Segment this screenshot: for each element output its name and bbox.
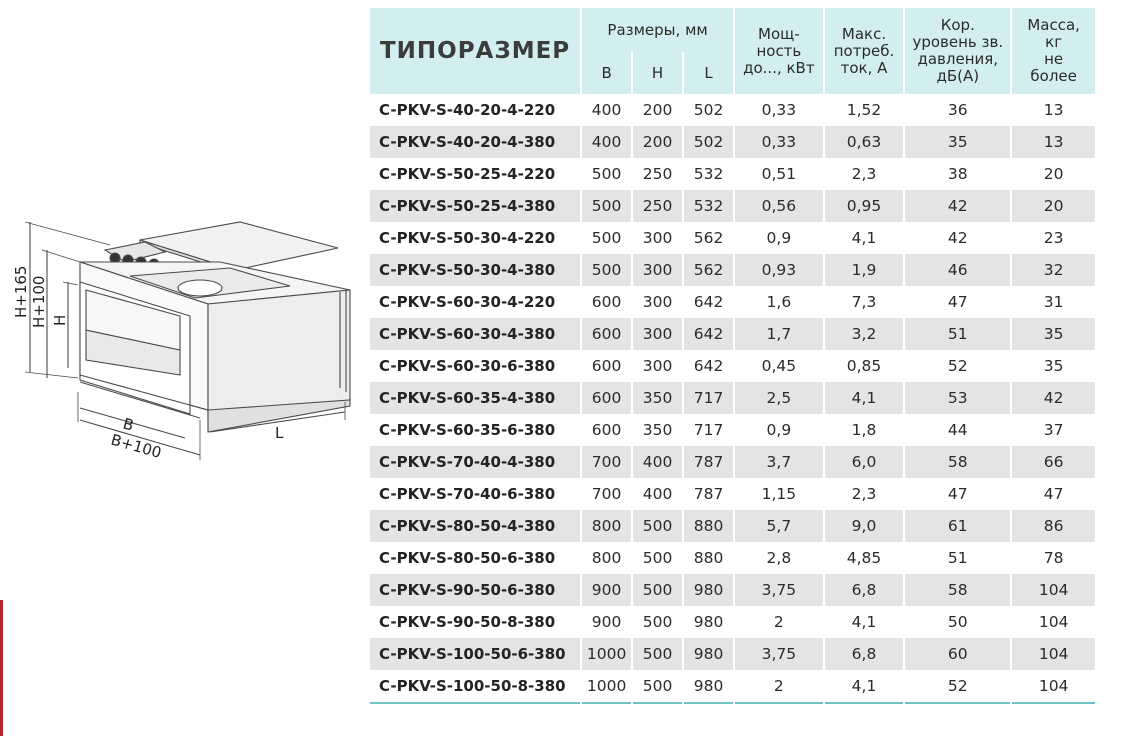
table-row: [370, 190, 1095, 222]
cell-h: 500: [633, 670, 682, 704]
cell-power: 2,5: [735, 382, 823, 414]
cell-l: 787: [693, 485, 724, 503]
cell-model: C-PKV-S-70-40-4-380: [370, 446, 580, 478]
cell-power: 2: [735, 670, 823, 704]
cell-model: C-PKV-S-100-50-8-380: [370, 670, 580, 704]
cell-h: 400: [642, 485, 673, 503]
cell-h: 250: [633, 190, 682, 222]
cell-power: 0,93: [735, 254, 823, 286]
mass-header-line: более: [1030, 67, 1077, 85]
cell-power: 5,7: [735, 510, 823, 542]
cell-l: 880: [684, 510, 733, 542]
cell-b: 600: [591, 357, 622, 375]
cell-mass: 32: [1012, 254, 1095, 286]
cell-mass: 104: [1038, 613, 1069, 631]
cell-current: 0,63: [825, 126, 904, 158]
cell-current: 4,85: [846, 549, 882, 567]
cell-b: 600: [591, 421, 622, 439]
cell-noise: 42: [905, 190, 1010, 222]
mass-header-line: Масса,: [1027, 16, 1080, 34]
cell-h: 500: [633, 574, 682, 606]
table-row: [370, 542, 1095, 574]
cell-current: 7,3: [851, 293, 877, 311]
current-header-line: ток, А: [840, 58, 888, 77]
cell-l: 980: [684, 670, 733, 704]
cell-l: 787: [684, 446, 733, 478]
cell-noise: 51: [947, 549, 968, 567]
cell-mass: 66: [1012, 446, 1095, 478]
cell-h: 300: [642, 293, 673, 311]
cell-h: 500: [642, 613, 673, 631]
cell-model: C-PKV-S-80-50-4-380: [370, 510, 580, 542]
cell-noise: 44: [947, 421, 968, 439]
noise-header-line: Кор.: [940, 16, 975, 34]
table-row: [370, 478, 1095, 510]
cell-l: 642: [693, 357, 724, 375]
mass-header-line: кг: [1045, 33, 1063, 51]
cell-b: 600: [591, 293, 622, 311]
cell-power: 0,33: [761, 101, 797, 119]
cell-b: 1000: [582, 670, 631, 704]
cell-noise: 38: [947, 165, 968, 183]
cell-b: 1000: [582, 638, 631, 670]
dim-header-h: H: [633, 52, 682, 94]
cell-model: C-PKV-S-60-35-6-380: [379, 421, 556, 439]
cell-mass: 104: [1012, 574, 1095, 606]
noise-header-line: дБ(А): [936, 67, 980, 85]
cell-noise: 58: [905, 574, 1010, 606]
power-header-line: Мощ-: [758, 24, 800, 43]
cell-mass: 13: [1043, 101, 1064, 119]
cell-h: 250: [642, 165, 673, 183]
cell-current: 3,2: [825, 318, 904, 350]
cell-power: 1,6: [766, 293, 792, 311]
cell-power: 0,56: [735, 190, 823, 222]
cell-power: 2,8: [766, 549, 792, 567]
cell-model: C-PKV-S-90-50-8-380: [379, 613, 556, 631]
cell-h: 300: [642, 229, 673, 247]
cell-power: 0,45: [761, 357, 797, 375]
cell-h: 500: [633, 510, 682, 542]
cell-noise: 42: [947, 229, 968, 247]
table-row: [370, 158, 1095, 190]
cell-b: 500: [582, 190, 631, 222]
cell-h: 300: [633, 318, 682, 350]
cell-power: 3,7: [735, 446, 823, 478]
cell-power: 0,33: [735, 126, 823, 158]
table-row: [370, 382, 1095, 414]
cell-model: C-PKV-S-60-30-4-220: [379, 293, 556, 311]
cell-noise: 47: [947, 485, 968, 503]
cell-mass: 104: [1012, 670, 1095, 704]
cell-current: 2,3: [851, 485, 877, 503]
cell-power: 0,51: [761, 165, 797, 183]
cell-mass: 42: [1012, 382, 1095, 414]
cell-current: 4,1: [825, 382, 904, 414]
dim-header-l: L: [684, 52, 733, 94]
cell-h: 350: [642, 421, 673, 439]
cell-current: 0,85: [846, 357, 882, 375]
cell-l: 717: [693, 421, 724, 439]
current-header-line: потреб.: [833, 41, 895, 60]
cell-noise: 46: [905, 254, 1010, 286]
cell-b: 500: [582, 254, 631, 286]
cell-l: 532: [684, 190, 733, 222]
cell-noise: 52: [905, 670, 1010, 704]
cell-current: 4,1: [825, 670, 904, 704]
table-row: [370, 670, 1095, 704]
cell-h: 500: [642, 549, 673, 567]
spec-table: [368, 8, 1097, 704]
cell-mass: 104: [1012, 638, 1095, 670]
table-row: [370, 446, 1095, 478]
cell-power: 0,9: [766, 229, 792, 247]
dim-label-l: L: [275, 424, 284, 442]
dim-label-h: H: [51, 314, 69, 326]
cell-mass: 23: [1043, 229, 1064, 247]
dim-label-b: B: [120, 414, 136, 435]
cell-l: 717: [684, 382, 733, 414]
cell-b: 400: [582, 126, 631, 158]
cell-noise: 58: [905, 446, 1010, 478]
mass-header-line: не: [1044, 50, 1064, 68]
mass-header: [1012, 8, 1095, 94]
cell-current: 4,1: [851, 613, 877, 631]
cell-power: 1,15: [761, 485, 797, 503]
dim-label-h100: H+100: [30, 275, 48, 328]
cell-model: C-PKV-S-50-30-4-380: [370, 254, 580, 286]
cell-mass: 20: [1012, 190, 1095, 222]
dim-label-b100: B+100: [108, 430, 164, 463]
cell-l: 980: [693, 613, 724, 631]
cell-l: 980: [684, 638, 733, 670]
cell-b: 600: [582, 318, 631, 350]
cell-noise: 35: [905, 126, 1010, 158]
cell-b: 900: [591, 613, 622, 631]
cell-current: 1,8: [851, 421, 877, 439]
cell-mass: 86: [1012, 510, 1095, 542]
noise-header: [905, 8, 1010, 94]
fan-dimension-drawing: [0, 0, 370, 736]
cell-current: 4,1: [851, 229, 877, 247]
cell-power: 3,75: [735, 574, 823, 606]
cell-current: 1,9: [825, 254, 904, 286]
cell-mass: 37: [1043, 421, 1064, 439]
current-header-line: Макс.: [841, 24, 887, 43]
table-row: [370, 510, 1095, 542]
cell-model: C-PKV-S-60-35-4-380: [370, 382, 580, 414]
cell-l: 562: [684, 254, 733, 286]
cell-mass: 35: [1012, 318, 1095, 350]
cell-noise: 52: [947, 357, 968, 375]
noise-header-line: уровень зв.: [912, 33, 1004, 51]
cell-noise: 50: [947, 613, 968, 631]
cell-mass: 47: [1043, 485, 1064, 503]
cell-l: 532: [693, 165, 724, 183]
cell-power: 2: [773, 613, 784, 631]
table-row: [370, 574, 1095, 606]
table-row: [370, 94, 1095, 126]
power-header: [735, 8, 823, 94]
dimensions-group-header: Размеры, мм: [582, 8, 733, 52]
table-title: ТИПОРАЗМЕР: [370, 8, 580, 94]
cell-b: 700: [591, 485, 622, 503]
cell-h: 300: [633, 254, 682, 286]
table-row: [370, 254, 1095, 286]
dim-label-h165: H+165: [12, 265, 30, 318]
cell-l: 562: [693, 229, 724, 247]
cell-l: 502: [693, 101, 724, 119]
cell-h: 200: [642, 101, 673, 119]
cell-noise: 47: [947, 293, 968, 311]
cell-h: 500: [633, 638, 682, 670]
table-row: [370, 126, 1095, 158]
cell-mass: 78: [1043, 549, 1064, 567]
table-row: [370, 414, 1095, 446]
cell-current: 1,52: [846, 101, 882, 119]
table-row: [370, 638, 1095, 670]
cell-power: 3,75: [735, 638, 823, 670]
cell-h: 300: [642, 357, 673, 375]
cell-power: 1,7: [735, 318, 823, 350]
cell-h: 350: [633, 382, 682, 414]
cell-b: 600: [582, 382, 631, 414]
cell-power: 0,9: [766, 421, 792, 439]
cell-mass: 13: [1012, 126, 1095, 158]
cell-current: 0,95: [825, 190, 904, 222]
power-header-line: ность: [756, 41, 802, 60]
current-header: [825, 8, 904, 94]
cell-mass: 35: [1043, 357, 1064, 375]
cell-model: C-PKV-S-70-40-6-380: [379, 485, 556, 503]
cell-l: 502: [684, 126, 733, 158]
cell-b: 500: [591, 165, 622, 183]
cell-model: C-PKV-S-100-50-6-380: [370, 638, 580, 670]
cell-mass: 31: [1043, 293, 1064, 311]
cell-model: C-PKV-S-40-20-4-380: [370, 126, 580, 158]
cell-noise: 53: [905, 382, 1010, 414]
noise-header-line: давления,: [917, 50, 999, 68]
cell-l: 642: [693, 293, 724, 311]
cell-mass: 20: [1043, 165, 1064, 183]
cell-model: C-PKV-S-80-50-6-380: [379, 549, 556, 567]
cell-l: 642: [684, 318, 733, 350]
cell-noise: 61: [905, 510, 1010, 542]
cell-current: 9,0: [825, 510, 904, 542]
dim-header-b: B: [582, 52, 631, 94]
table-row: [370, 606, 1095, 638]
cell-noise: 51: [905, 318, 1010, 350]
cell-model: C-PKV-S-50-30-4-220: [379, 229, 556, 247]
cell-model: C-PKV-S-60-30-4-380: [370, 318, 580, 350]
cell-l: 880: [693, 549, 724, 567]
cell-noise: 60: [905, 638, 1010, 670]
cell-b: 900: [582, 574, 631, 606]
cell-h: 400: [633, 446, 682, 478]
cell-current: 2,3: [851, 165, 877, 183]
cell-b: 500: [591, 229, 622, 247]
cell-model: C-PKV-S-50-25-4-380: [370, 190, 580, 222]
table-row: [370, 350, 1095, 382]
cell-l: 980: [684, 574, 733, 606]
cell-noise: 36: [947, 101, 968, 119]
cell-current: 6,0: [825, 446, 904, 478]
cell-model: C-PKV-S-40-20-4-220: [379, 101, 556, 119]
table-row: [370, 286, 1095, 318]
cell-b: 400: [591, 101, 622, 119]
table-row: [370, 222, 1095, 254]
red-accent-mark: [0, 600, 3, 736]
cell-b: 700: [582, 446, 631, 478]
cell-b: 800: [582, 510, 631, 542]
cell-h: 200: [633, 126, 682, 158]
cell-current: 6,8: [825, 638, 904, 670]
table-row: [370, 318, 1095, 350]
cell-current: 6,8: [825, 574, 904, 606]
cell-model: C-PKV-S-50-25-4-220: [379, 165, 556, 183]
power-header-line: до..., кВт: [743, 58, 815, 77]
cell-model: C-PKV-S-90-50-6-380: [370, 574, 580, 606]
cell-b: 800: [591, 549, 622, 567]
cell-model: C-PKV-S-60-30-6-380: [379, 357, 556, 375]
